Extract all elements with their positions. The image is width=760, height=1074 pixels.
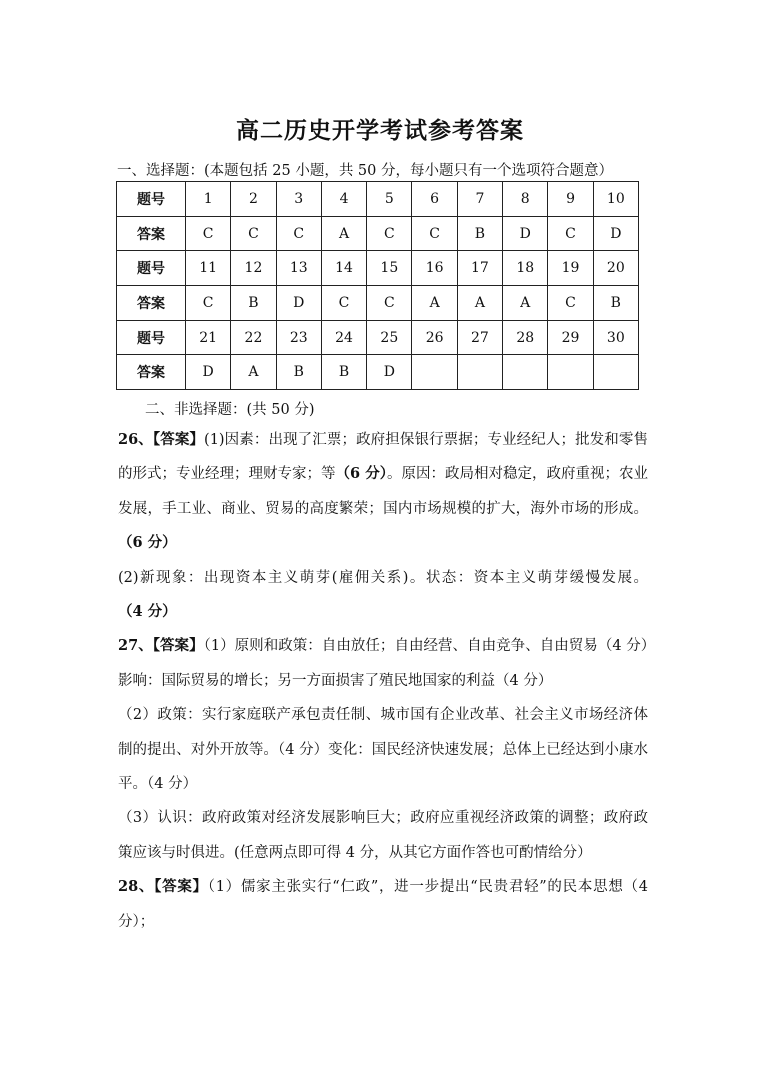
answer-cell — [593, 355, 638, 390]
answer-row — [117, 216, 639, 251]
question-number-cell: 29 — [548, 320, 593, 355]
answer-cell: B — [231, 286, 276, 321]
question-number-cell: 6 — [412, 182, 457, 217]
question-number-cell: 5 — [367, 182, 412, 217]
answer-cell: A — [503, 286, 548, 321]
answer-header: 答案 — [117, 355, 186, 390]
question-number-cell: 9 — [548, 182, 593, 217]
answer-header: 答案 — [117, 286, 186, 321]
answer-cell: C — [231, 216, 276, 251]
question-number-cell: 12 — [231, 251, 276, 286]
question-number-cell: 17 — [457, 251, 502, 286]
q28-part1 — [118, 870, 648, 939]
question-number-cell: 4 — [321, 182, 366, 217]
answer-cell: C — [276, 216, 321, 251]
section-choice-heading: 一、选择题：(本题包括 25 小题，共 50 分，每小题只有一个选项符合题意） — [117, 163, 613, 179]
answer-cell: B — [321, 355, 366, 390]
question-number-cell: 13 — [276, 251, 321, 286]
question-number-cell: 22 — [231, 320, 276, 355]
answer-cell: D — [276, 286, 321, 321]
q26-part1-text-b: 。原因：政局相对稳定，政府重视；农业发展，手工业、商业、贸易的高度繁荣；国内市场规模的扩大，海外市场的形成。 — [118, 466, 649, 517]
q27-label: 27、【答案】 — [118, 637, 204, 655]
question-number-cell: 26 — [412, 320, 457, 355]
page-title: 高二历史开学考试参考答案 — [236, 117, 524, 144]
question-number-cell: 24 — [321, 320, 366, 355]
answer-cell: C — [367, 216, 412, 251]
q26-score-3: （4 分） — [118, 603, 177, 621]
answer-cell: C — [412, 216, 457, 251]
question-number-cell: 2 — [231, 182, 276, 217]
q27-part3: （3）认识：政府政策对经济发展影响巨大；政府应重视经济政策的调整；政府政策应该与时俱进。(任意两点即可得 4 分，从其它方面作答也可酌情给分） — [118, 810, 648, 861]
q27-part1 — [118, 629, 648, 698]
question-number-row — [117, 320, 639, 355]
answer-cell: B — [457, 216, 502, 251]
question-number-header: 题号 — [117, 320, 186, 355]
section-nonchoice-heading: 二、非选择题：(共 50 分) — [145, 402, 315, 418]
question-number-cell: 1 — [186, 182, 231, 217]
q26-part1 — [118, 423, 648, 561]
answers-body — [118, 423, 648, 939]
question-number-cell: 11 — [186, 251, 231, 286]
question-number-cell: 30 — [593, 320, 638, 355]
question-number-cell: 20 — [593, 251, 638, 286]
question-number-cell: 21 — [186, 320, 231, 355]
answer-cell: D — [593, 216, 638, 251]
question-number-header: 题号 — [117, 182, 186, 217]
answer-cell: D — [367, 355, 412, 390]
q26-label: 26、【答案】 — [118, 431, 205, 448]
question-number-cell: 19 — [548, 251, 593, 286]
question-number-cell: 27 — [457, 320, 502, 355]
answer-row — [117, 286, 639, 321]
answer-row — [117, 355, 639, 390]
answer-cell — [412, 355, 457, 390]
q26-score-1: （6 分） — [335, 465, 387, 483]
question-number-cell: 8 — [503, 182, 548, 217]
q27-part1-text: （1）原则和政策：自由放任；自由经营、自由竞争、自由贸易（4 分）影响：国际贸易的增长；另一方面损害了殖民地国家的利益（4 分） — [118, 638, 648, 689]
question-number-cell: 23 — [276, 320, 321, 355]
answer-cell — [503, 355, 548, 390]
answer-cell: A — [457, 286, 502, 321]
answer-cell: A — [412, 286, 457, 321]
question-number-header: 题号 — [117, 251, 186, 286]
question-number-cell: 10 — [593, 182, 638, 217]
q28-part1-text: （1）儒家主张实行“仁政”，进一步提出“民贵君轻”的民本思想（4 分）； — [118, 879, 648, 930]
question-number-row — [117, 182, 639, 217]
answer-cell: C — [548, 216, 593, 251]
q26-part2 — [118, 561, 648, 630]
answer-cell — [548, 355, 593, 390]
question-number-cell: 25 — [367, 320, 412, 355]
q26-score-2: （6 分） — [118, 534, 177, 552]
question-number-cell: 28 — [503, 320, 548, 355]
q28-label: 28、【答案】 — [118, 878, 208, 896]
question-number-row — [117, 251, 639, 286]
answer-cell: C — [367, 286, 412, 321]
question-number-cell: 14 — [321, 251, 366, 286]
answer-cell: A — [321, 216, 366, 251]
question-number-cell: 18 — [503, 251, 548, 286]
answer-table — [116, 181, 639, 390]
q27-part2: （2）政策：实行家庭联产承包责任制、城市国有企业改革、社会主义市场经济体制的提出、对外开放等。（4 分）变化：国民经济快速发展；总体上已经达到小康水平。（4 分） — [118, 707, 648, 793]
answer-cell — [457, 355, 502, 390]
q26-part2-text: (2)新现象：出现资本主义萌芽(雇佣关系)。状态：资本主义萌芽缓慢发展。 — [118, 569, 648, 586]
answer-cell: D — [503, 216, 548, 251]
question-number-cell: 15 — [367, 251, 412, 286]
answer-cell: D — [186, 355, 231, 390]
answer-cell: B — [593, 286, 638, 321]
answer-cell: C — [186, 286, 231, 321]
question-number-cell: 3 — [276, 182, 321, 217]
question-number-cell: 7 — [457, 182, 502, 217]
answer-cell: C — [548, 286, 593, 321]
question-number-cell: 16 — [412, 251, 457, 286]
q26-part1-text-a: (1)因素：出现了汇票；政府担保银行票据；专业经纪人；批发和零售的形式；专业经理；理财专家；等 — [118, 432, 648, 483]
answer-header: 答案 — [117, 216, 186, 251]
answer-cell: C — [186, 216, 231, 251]
answer-cell: B — [276, 355, 321, 390]
answer-cell: C — [321, 286, 366, 321]
answer-cell: A — [231, 355, 276, 390]
